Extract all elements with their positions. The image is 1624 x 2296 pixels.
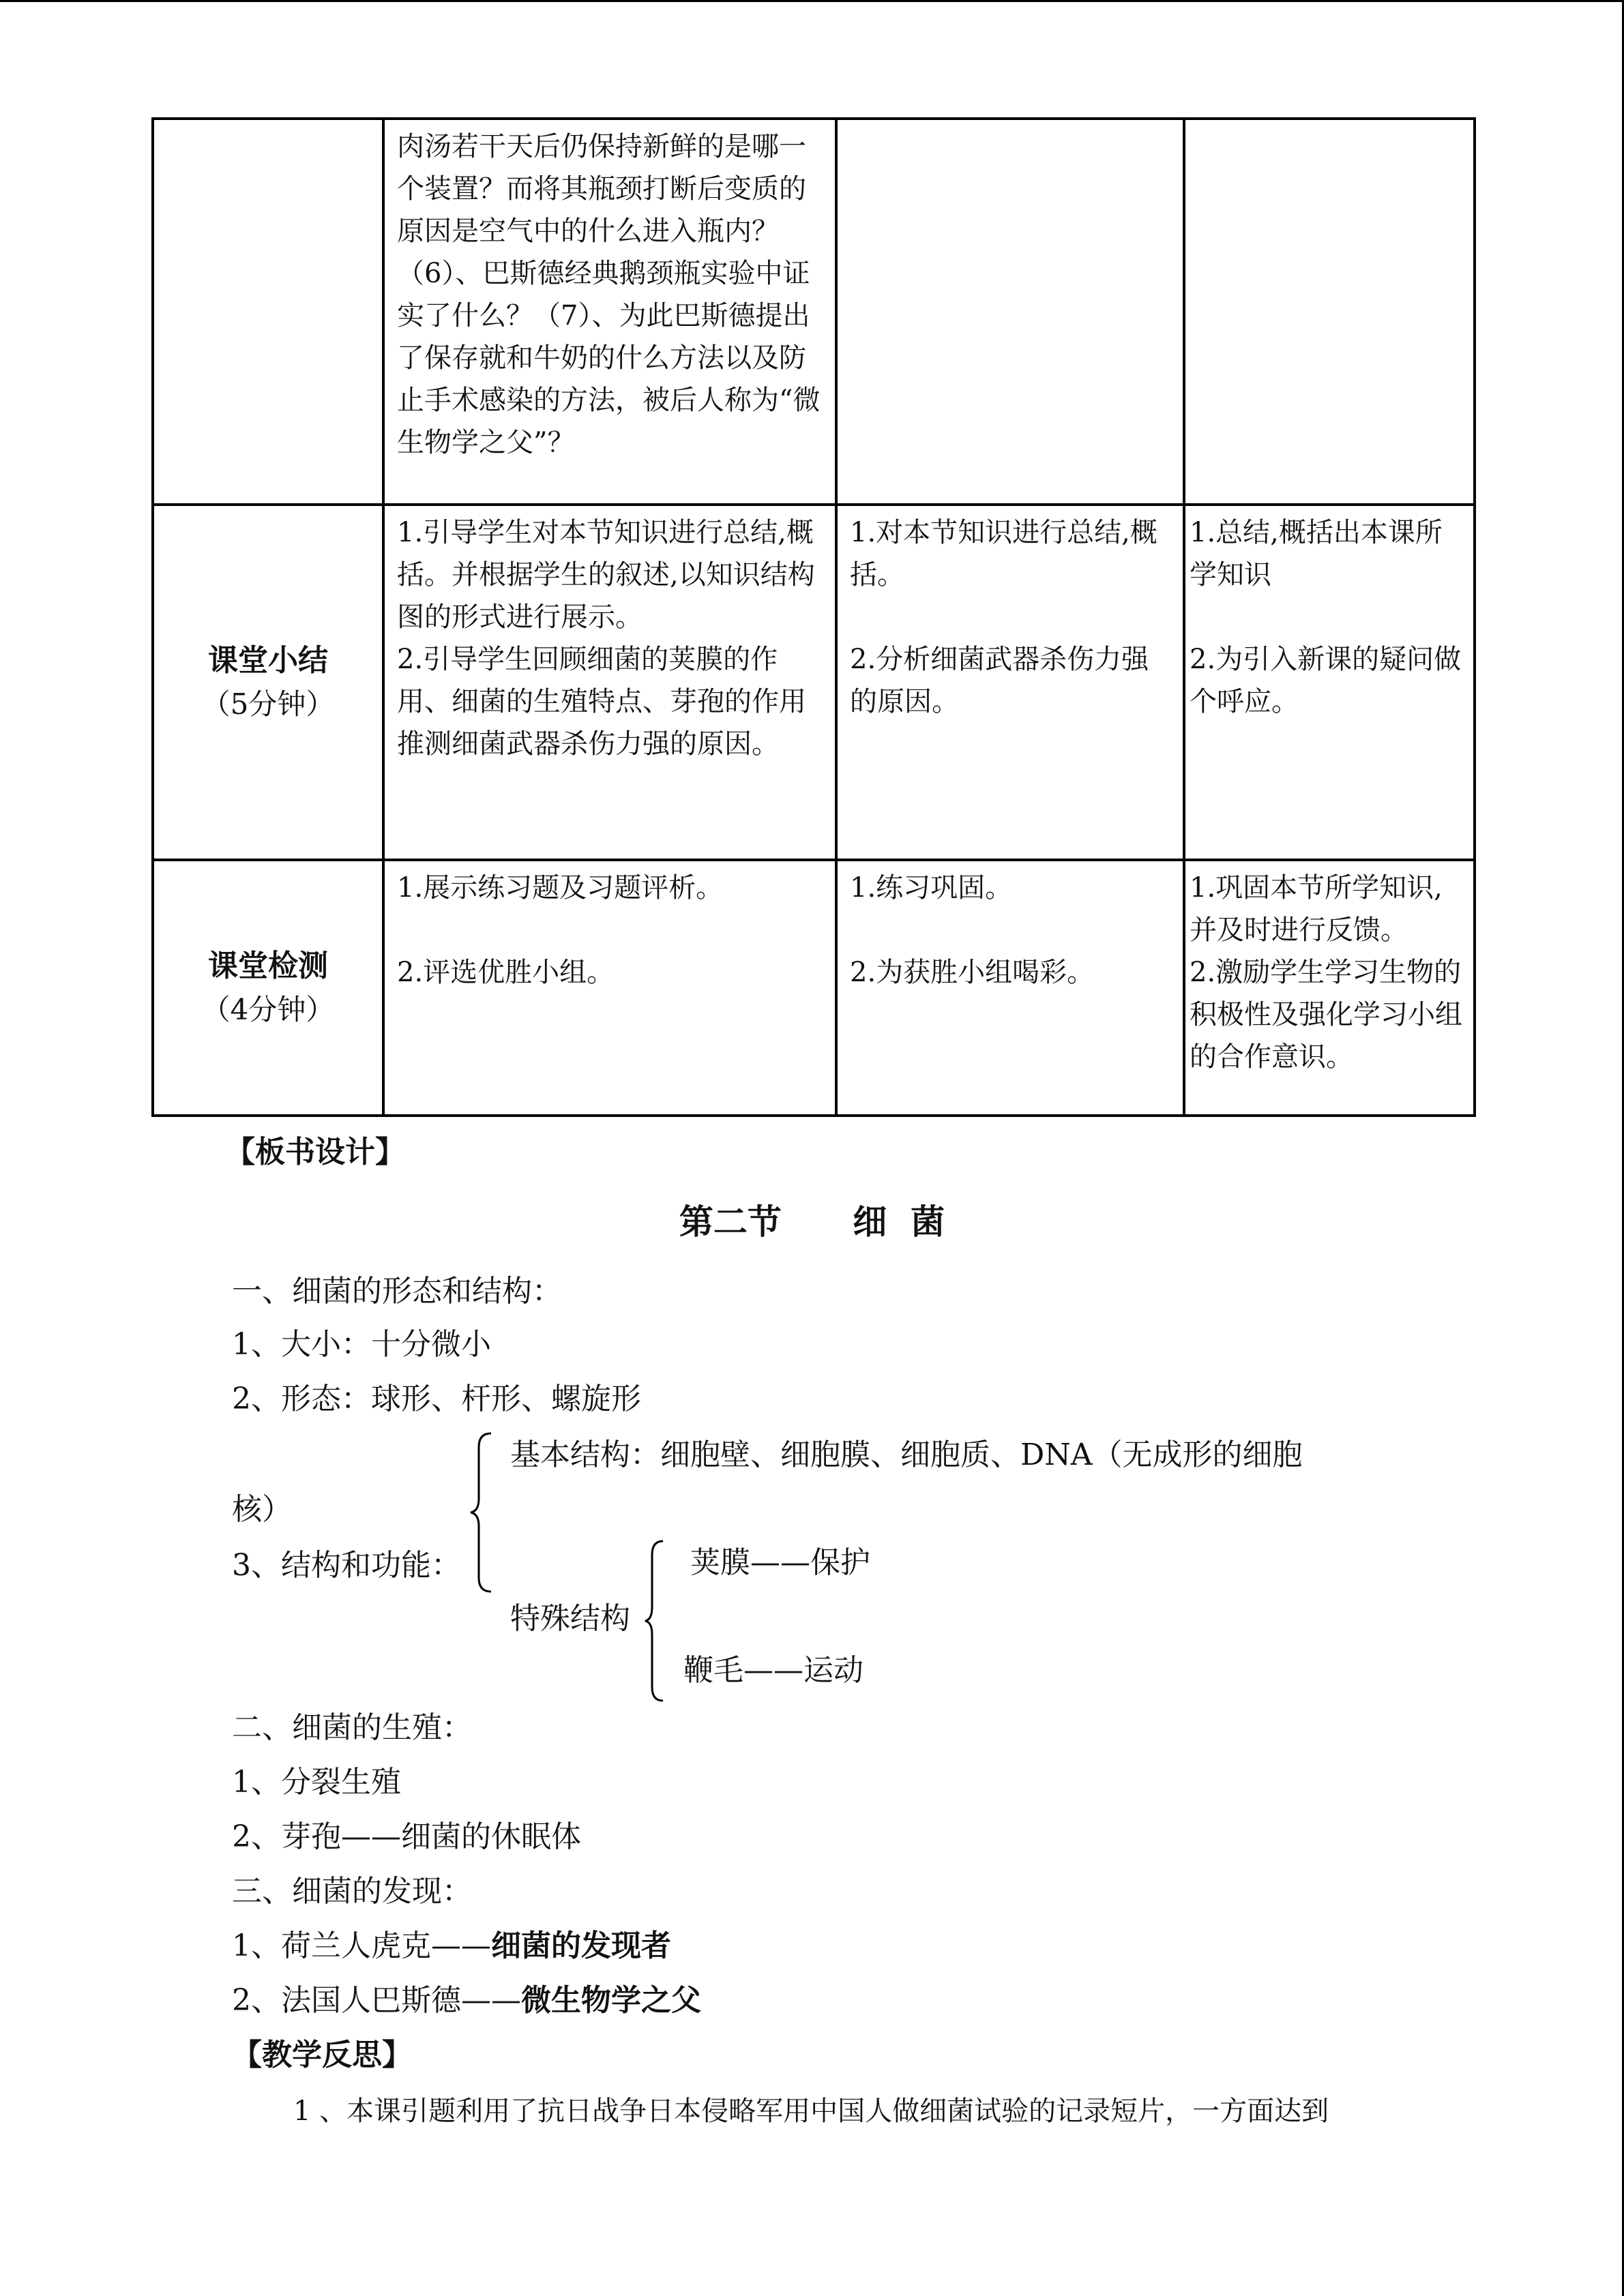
reflection-heading: 【教学反思】 — [232, 2038, 412, 2072]
basic-structure-wrap-line: 核） — [232, 1492, 292, 1527]
student-activity-text: 1.对本节知识进行总结,概括。 2.分析细菌武器杀伤力强的原因。 — [850, 517, 1157, 717]
table-row — [153, 860, 1475, 1116]
teacher-activity-text: 1.展示练习题及习题评析。 2.评选优胜小组。 — [397, 872, 724, 988]
table-row — [153, 505, 1475, 860]
reflection-text: 1 、本课引题利用了抗日战争日本侵略军用中国人做细菌试验的记录短片，一方面达到 — [293, 2096, 1329, 2127]
design-intent-text: 1.巩固本节所学知识,并及时进行反馈。 2.激励学生学习生物的积极性及强化学习小组的合作意识。 — [1190, 872, 1462, 1073]
section-title: 第二节 细 菌 — [679, 1202, 945, 1242]
table-row — [153, 119, 1475, 505]
teacher-activity-cell — [383, 505, 836, 860]
structure-function-line: 3、结构和功能： — [232, 1548, 461, 1583]
stage-title: 课堂检测 — [208, 948, 328, 983]
fission-line: 1、分裂生殖 — [232, 1765, 401, 1800]
large-brace-icon — [468, 1431, 495, 1594]
stage-cell — [153, 505, 383, 860]
section-1-heading: 一、细菌的形态和结构： — [232, 1274, 562, 1309]
shape-line: 2、形态：球形、杆形、螺旋形 — [232, 1382, 641, 1416]
stage-cell — [153, 119, 383, 505]
teacher-activity-cell — [383, 119, 836, 505]
design-intent-cell — [1184, 119, 1475, 505]
lesson-table — [151, 117, 1476, 1117]
student-activity-cell — [836, 860, 1184, 1116]
design-intent-text: 1.总结,概括出本课所学知识 2.为引入新课的疑问做个呼应。 — [1190, 517, 1462, 717]
capsule-line: 荚膜——保护 — [690, 1545, 870, 1580]
special-structure-label: 特殊结构 — [510, 1601, 630, 1636]
student-activity-cell — [836, 505, 1184, 860]
pasteur-line: 2、法国人巴斯德——微生物学之父 — [232, 1983, 701, 2018]
size-line: 1、大小：十分微小 — [232, 1327, 491, 1362]
stage-time: （5分钟） — [201, 687, 335, 721]
page-top-border — [0, 0, 1624, 2]
teacher-activity-cell — [383, 860, 836, 1116]
board-design-heading: 【板书设计】 — [225, 1135, 405, 1169]
stage-time: （4分钟） — [201, 992, 335, 1026]
flagellum-line: 鞭毛——运动 — [683, 1653, 863, 1688]
student-activity-text: 1.练习巩固。 2.为获胜小组喝彩。 — [850, 872, 1095, 988]
basic-structure-line: 基本结构：细胞壁、细胞膜、细胞质、DNA（无成形的细胞 — [510, 1437, 1303, 1472]
teacher-activity-text: 1.引导学生对本节知识进行总结,概括。并根据学生的叙述,以知识结构图的形式进行展示。 2.引导学生回顾细菌的荚膜的作用、细菌的生殖特点、芽孢的作用推测细菌武器杀伤力强的原因。 — [397, 517, 815, 760]
spore-line: 2、芽孢——细菌的休眠体 — [232, 1819, 581, 1854]
discoverer-line: 1、荷兰人虎克——细菌的发现者 — [232, 1928, 671, 1963]
design-intent-cell — [1184, 505, 1475, 860]
stage-title: 课堂小结 — [208, 642, 328, 678]
section-2-heading: 二、细菌的生殖： — [232, 1710, 472, 1745]
small-brace-icon — [643, 1538, 667, 1703]
teacher-activity-text: 肉汤若干天后仍保持新鲜的是哪一个装置？而将其瓶颈打断后变质的原因是空气中的什么进入瓶内？ （6）、巴斯德经典鹅颈瓶实验中证实了什么？（7）、为此巴斯德提出了保存就和牛奶的什么方法以及防止手术感染的方法，被后人称为“微生物学之父”？ — [397, 131, 821, 458]
section-3-heading: 三、细菌的发现： — [232, 1874, 472, 1909]
student-activity-cell — [836, 119, 1184, 505]
design-intent-cell — [1184, 860, 1475, 1116]
stage-cell — [153, 860, 383, 1116]
